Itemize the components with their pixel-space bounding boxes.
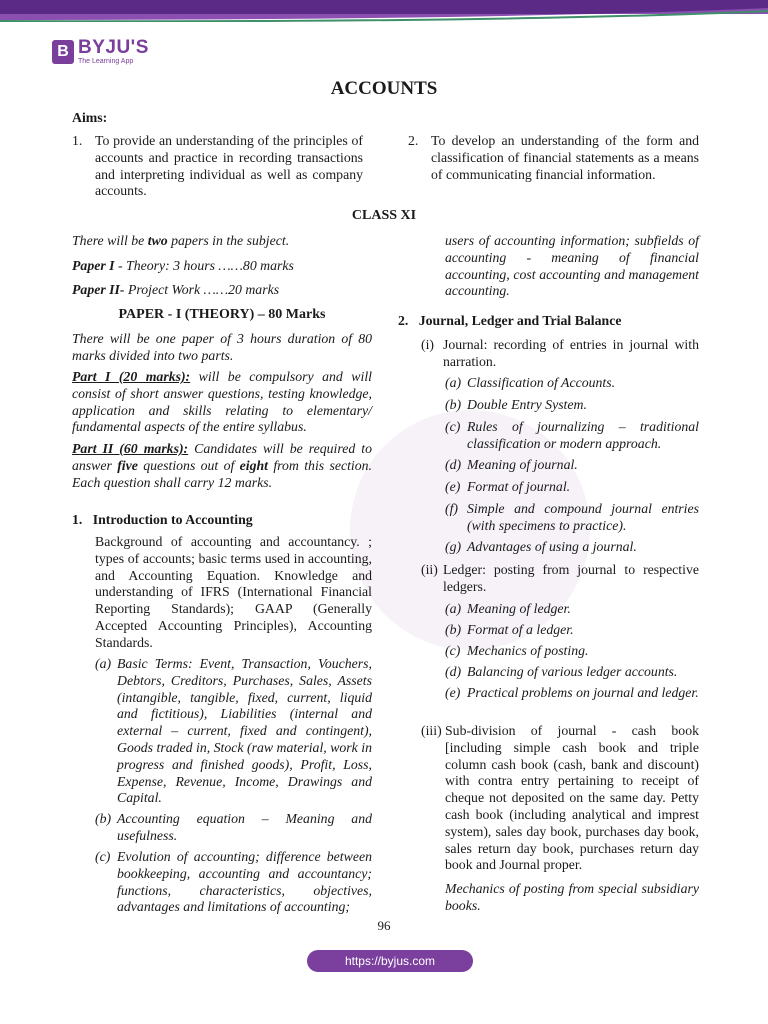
paper2-line xyxy=(72,282,372,299)
journal-num: (i) xyxy=(421,337,435,352)
aims-item-2-num: 2. xyxy=(408,133,419,148)
part1-label: Part I (20 marks): xyxy=(72,369,191,384)
subdivision-item xyxy=(421,723,699,874)
ledger-subitem-b-num: (b) xyxy=(445,622,462,637)
ledger-subitem-c xyxy=(445,643,699,664)
ledger-text: Ledger: posting from journal to respective ledgers. xyxy=(443,562,699,594)
journal-subitem-f-num: (f) xyxy=(445,501,459,516)
journal-subitem-c xyxy=(445,419,699,457)
papers-count: two xyxy=(147,233,168,248)
journal-subitem-f xyxy=(445,501,699,539)
paper1-text: - Theory: 3 hours ……80 marks xyxy=(114,258,294,273)
mechanics-note: Mechanics of posting from special subsidiary books. xyxy=(445,881,699,913)
byjus-logo[interactable] xyxy=(52,38,149,65)
ledger-subitem-b-text: Format of a ledger. xyxy=(467,622,574,637)
section-1-continued: users of accounting information; subfields of accounting - meaning of financial accounting, cost accounting and management accounting. xyxy=(445,233,699,299)
paper1-label: Paper I xyxy=(72,258,115,273)
section-1-item-a xyxy=(95,656,372,807)
theory-intro: There will be one paper of 3 hours duration of 80 marks divided into two parts. xyxy=(72,331,372,363)
section-1-item-c xyxy=(95,849,372,916)
ledger-subitem-c-num: (c) xyxy=(445,643,461,658)
aims-item-2 xyxy=(408,133,699,183)
ledger-subitem-e-text: Practical problems on journal and ledger. xyxy=(467,685,699,700)
journal-subitem-d-text: Meaning of journal. xyxy=(467,457,578,472)
journal-subitem-b-num: (b) xyxy=(445,397,462,412)
section-1-heading: 1. Introduction to Accounting xyxy=(72,512,253,527)
journal-subitem-d xyxy=(445,457,699,479)
section-1-item-b-num: (b) xyxy=(95,811,112,826)
section-1-item-b xyxy=(95,811,372,845)
ledger-subitem-b xyxy=(445,622,699,643)
journal-subitem-e-text: Format of journal. xyxy=(467,479,571,494)
ledger-item xyxy=(421,562,699,596)
ledger-subitem-c-text: Mechanics of posting. xyxy=(467,643,589,658)
section-1-item-c-text: Evolution of accounting; difference between bookkeeping, accounting and accountancy; functions, characteristics, objectives, advantages and limitations of accounting; xyxy=(117,849,372,915)
ledger-subitem-e xyxy=(445,685,699,721)
ledger-subitem-d-num: (d) xyxy=(445,664,462,679)
aims-item-1 xyxy=(72,133,363,200)
subdivision-text: Sub-division of journal - cash book [including simple cash book and triple column cash book (cash, bank and discount) with contra entry pertaining to receipt of cheque not deposited on the same day. Petty cash book (including analytical and imprest system), sales day book, purchases day book, sales return day book, purchases return day book and Journal proper. xyxy=(445,723,699,873)
journal-subitem-b-text: Double Entry System. xyxy=(467,397,587,412)
part2-text-b: questions out of xyxy=(137,457,240,473)
part1-paragraph xyxy=(72,369,372,436)
ledger-subitem-d-text: Balancing of various ledger accounts. xyxy=(467,664,678,679)
section-1-item-b-text: Accounting equation – Meaning and usefulness. xyxy=(117,811,372,843)
part2-eight: eight xyxy=(239,457,269,473)
aims-heading: Aims: xyxy=(72,110,108,125)
journal-subitem-a-text: Classification of Accounts. xyxy=(467,375,616,390)
section-1-item-c-num: (c) xyxy=(95,849,111,864)
ledger-subitem-e-num: (e) xyxy=(445,685,461,700)
paper2-text: Project Work ……20 marks xyxy=(124,282,280,297)
journal-subitem-g xyxy=(445,539,699,561)
section-1-item-a-num: (a) xyxy=(95,656,112,671)
journal-subitem-g-num: (g) xyxy=(445,539,462,554)
footer-link[interactable]: https://byjus.com xyxy=(307,950,473,972)
theory-heading: PAPER - I (THEORY) – 80 Marks xyxy=(118,307,326,322)
logo-tagline: The Learning App xyxy=(78,58,134,65)
section-1-item-a-text: Basic Terms: Event, Transaction, Vouchers, Debtors, Creditors, Purchases, Sales, Assets (intangible, tangible, fixed, current, liquid and fictitious), Liabilities (internal and external – current, fixed and contingent), Goods traded in, Stock (raw material, work in progress and finished goods), Profit, Loss, Expense, Revenue, Income, Drawings and Capital. xyxy=(117,656,372,806)
papers-intro-text-c: papers in the subject. xyxy=(167,233,290,248)
journal-subitem-e xyxy=(445,479,699,501)
paper2-label: Paper II- xyxy=(72,282,125,297)
page-title: ACCOUNTS xyxy=(330,78,438,99)
journal-subitem-c-num: (c) xyxy=(445,419,461,434)
journal-subitems xyxy=(445,375,699,561)
journal-text: Journal: recording of entries in journal with narration. xyxy=(443,337,699,369)
ledger-subitem-a xyxy=(445,601,699,622)
ledger-subitem-a-text: Meaning of ledger. xyxy=(467,601,571,616)
logo-mark: B xyxy=(52,40,74,64)
journal-subitem-d-num: (d) xyxy=(445,457,462,472)
class-heading: CLASS XI xyxy=(351,208,417,223)
part2-text-a: Candidates will be required to answer xyxy=(72,441,373,473)
section-1-body: Background of accounting and accountancy. ; types of accounts; basic terms used in accounting, and Accounting Equation. Knowledge and understanding of IFRS (International Financial Reporting Standards); GAAP (Generally Accepted Accounting Principles), Accounting Standards. xyxy=(95,534,372,650)
journal-subitem-f-text: Simple and compound journal entries (with specimens to practice). xyxy=(467,501,699,533)
ledger-subitem-a-num: (a) xyxy=(445,601,462,616)
aims-item-1-num: 1. xyxy=(72,133,83,148)
journal-item xyxy=(421,337,699,371)
ledger-num: (ii) xyxy=(421,562,438,577)
aims-item-1-text: To provide an understanding of the principles of accounts and practice in recording transactions and interpreting individual as well as company accounts. xyxy=(95,133,363,199)
page-number: 96 xyxy=(377,918,391,933)
papers-intro xyxy=(72,233,372,250)
part2-text-c: from this section. Each question shall carry 12 marks. xyxy=(72,457,372,490)
section-2-heading: 2. Journal, Ledger and Trial Balance xyxy=(398,313,622,328)
aims-item-2-text: To develop an understanding of the form and classification of financial statements as a means of communicating financial information. xyxy=(431,133,699,182)
part1-text: will be compulsory and will consist of short answer questions, testing knowledge, application and skills relating to elementary/ fundamental aspects of the entire syllabus. xyxy=(72,369,372,435)
journal-subitem-b xyxy=(445,397,699,419)
journal-subitem-c-text: Rules of journalizing – traditional classification or modern approach. xyxy=(467,419,699,451)
journal-subitem-e-num: (e) xyxy=(445,479,461,494)
part2-five: five xyxy=(117,457,138,473)
part2-label: Part II (60 marks): xyxy=(72,441,189,456)
ledger-subitems xyxy=(445,601,699,721)
papers-intro-text-a: There will be xyxy=(72,233,148,248)
subdivision-num: (iii) xyxy=(421,723,442,738)
journal-subitem-a-num: (a) xyxy=(445,375,462,390)
journal-subitem-g-text: Advantages of using a journal. xyxy=(467,539,637,554)
journal-subitem-a xyxy=(445,375,699,397)
ledger-subitem-d xyxy=(445,664,699,685)
paper1-line xyxy=(72,258,372,275)
part2-paragraph xyxy=(72,441,372,491)
logo-name: BYJU'S xyxy=(78,37,149,58)
header-band xyxy=(0,0,768,22)
